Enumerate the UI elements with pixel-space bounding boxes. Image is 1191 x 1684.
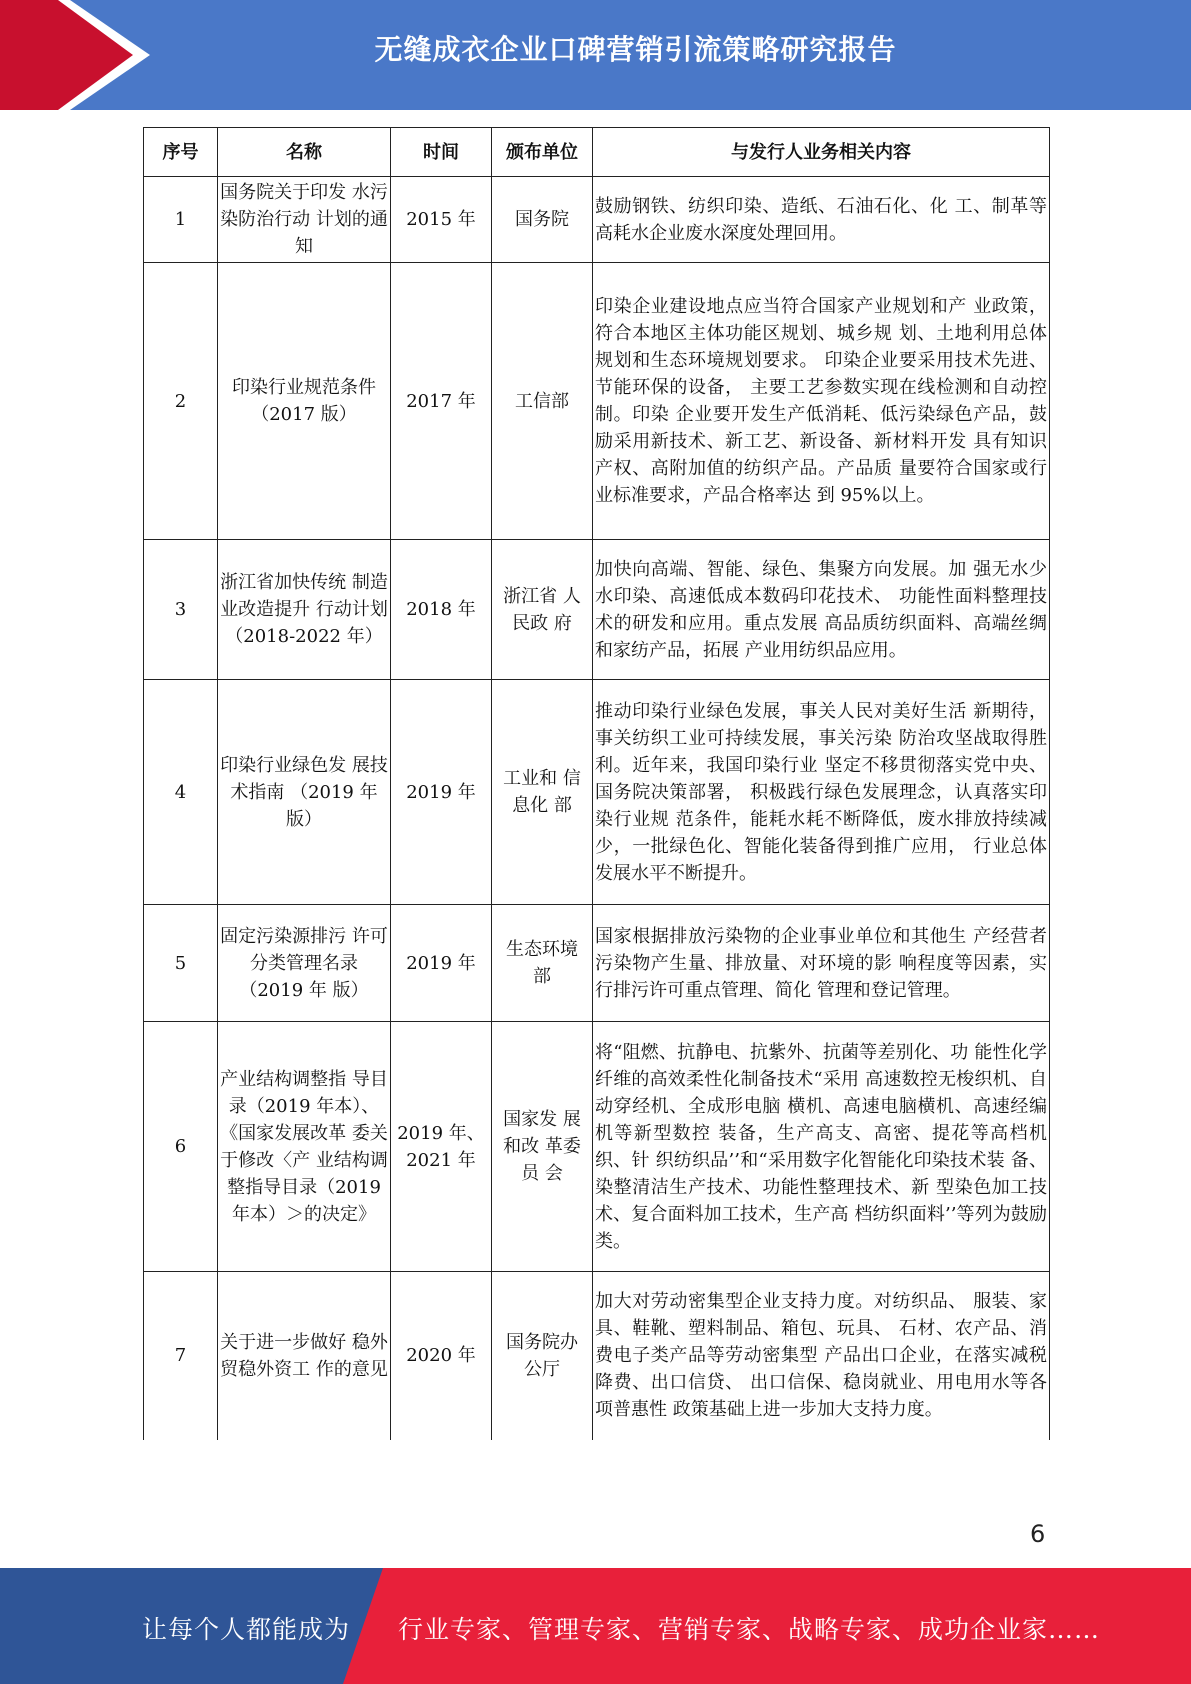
table-header-row (144, 128, 1050, 177)
row-name: 浙江省加快传统 制造业改造提升 行动计划 （2018-2022 年） (218, 540, 391, 680)
page-number: 6 (1030, 1520, 1046, 1548)
col-header-time: 时间 (391, 128, 492, 177)
row-content: 鼓励钢铁、纺织印染、造纸、石油石化、化 工、制革等高耗水企业废水深度处理回用。 (593, 177, 1050, 263)
row-content: 加大对劳动密集型企业支持力度。对纺织品、 服装、家具、鞋靴、塑料制品、箱包、玩具、 石材、农产品、消费电子类产品等劳动密集型 产品出口企业，在落实减税降费、出口信贷、 出口信保、稳岗就业、用电用水等各项普惠性 政策基础上进一步加大支持力度。 (593, 1272, 1050, 1440)
footer-slogan-right: 行业专家、管理专家、营销专家、战略专家、成功企业家…… (398, 1615, 1101, 1644)
row-time: 2017 年 (391, 263, 492, 540)
table-row (144, 263, 1050, 540)
table-row (144, 680, 1050, 905)
row-index: 7 (144, 1272, 218, 1440)
table-row (144, 177, 1050, 263)
col-header-issuer: 颁布单位 (492, 128, 593, 177)
table-row (144, 905, 1050, 1022)
row-time: 2018 年 (391, 540, 492, 680)
row-issuer: 国务院办公厅 (492, 1272, 593, 1440)
row-issuer: 工信部 (492, 263, 593, 540)
row-time: 2020 年 (391, 1272, 492, 1440)
row-name: 固定污染源排污 许可分类管理名录（2019 年 版） (218, 905, 391, 1022)
row-index: 5 (144, 905, 218, 1022)
row-content: 国家根据排放污染物的企业事业单位和其他生 产经营者污染物产生量、排放量、对环境的影 响程度等因素，实行排污许可重点管理、简化 管理和登记管理。 (593, 905, 1050, 1022)
col-header-name: 名称 (218, 128, 391, 177)
row-index: 4 (144, 680, 218, 905)
row-issuer: 浙江省 人民政 府 (492, 540, 593, 680)
footer-slogan-left: 让每个人都能成为 (142, 1615, 351, 1644)
row-issuer: 国务院 (492, 177, 593, 263)
row-time: 2015 年 (391, 177, 492, 263)
table-row (144, 1022, 1050, 1272)
row-issuer: 工业和 信息化 部 (492, 680, 593, 905)
row-name: 国务院关于印发 水污染防治行动 计划的通知 (218, 177, 391, 263)
row-index: 2 (144, 263, 218, 540)
table-row (144, 540, 1050, 680)
row-time: 2019 年、2021 年 (391, 1022, 492, 1272)
row-time: 2019 年 (391, 905, 492, 1022)
row-content: 加快向高端、智能、绿色、集聚方向发展。加 强无水少水印染、高速低成本数码印花技术、 功能性面料整理技术的研发和应用。重点发展 高品质纺织面料、高端丝绸和家纺产品，拓展 产业用纺织品应用。 (593, 540, 1050, 680)
table-row (144, 1272, 1050, 1440)
row-index: 1 (144, 177, 218, 263)
row-index: 3 (144, 540, 218, 680)
row-name: 产业结构调整指 导目录（2019 年本）、《国家发展改革 委关于修改〈产 业结构调整指导目录（2019 年本）＞的决定》 (218, 1022, 391, 1272)
col-header-content: 与发行人业务相关内容 (593, 128, 1050, 177)
row-name: 关于进一步做好 稳外贸稳外资工 作的意见 (218, 1272, 391, 1440)
row-time: 2019 年 (391, 680, 492, 905)
row-issuer: 国家发 展和改 革委员 会 (492, 1022, 593, 1272)
document-title: 无缝成衣企业口碑营销引流策略研究报告 (374, 33, 897, 66)
policy-table (143, 127, 1050, 1440)
row-issuer: 生态环境部 (492, 905, 593, 1022)
row-name: 印染行业绿色发 展技术指南 （2019 年版） (218, 680, 391, 905)
row-index: 6 (144, 1022, 218, 1272)
row-content: 将“阻燃、抗静电、抗紫外、抗菌等差别化、功 能性化学纤维的高效柔性化制备技术“采用 高速数控无梭织机、自动穿经机、全成形电脑 横机、高速电脑横机、高速经编机等新型数控 装备，生产高支、高密、提花等高档机织、针 织纺织品’’和“采用数字化智能化印染技术装 备、染整清洁生产技术、功能性整理技术、新 型染色加工技术、复合面料加工技术，生产高 档纺织面料’’等列为鼓励类。 (593, 1022, 1050, 1272)
footer-banner (0, 1568, 1191, 1684)
row-name: 印染行业规范条件（2017 版） (218, 263, 391, 540)
header-banner (0, 0, 1191, 110)
row-content: 推动印染行业绿色发展，事关人民对美好生活 新期待，事关纺织工业可持续发展，事关污染 防治攻坚战取得胜利。近年来，我国印染行业 坚定不移贯彻落实党中央、国务院决策部署， 积极践行绿色发展理念，认真落实印染行业规 范条件，能耗水耗不断降低，废水排放持续减 少，一批绿色化、智能化装备得到推广应用， 行业总体发展水平不断提升。 (593, 680, 1050, 905)
row-content: 印染企业建设地点应当符合国家产业规划和产 业政策，符合本地区主体功能区规划、城乡规 划、土地利用总体规划和生态环境规划要求。 印染企业要采用技术先进、节能环保的设备， 主要工艺参数实现在线检测和自动控制。印染 企业要开发生产低消耗、低污染绿色产品，鼓 励采用新技术、新工艺、新设备、新材料开发 具有知识产权、高附加值的纺织产品。产品质 量要符合国家或行业标准要求，产品合格率达 到 95%以上。 (593, 263, 1050, 540)
col-header-index: 序号 (144, 128, 218, 177)
